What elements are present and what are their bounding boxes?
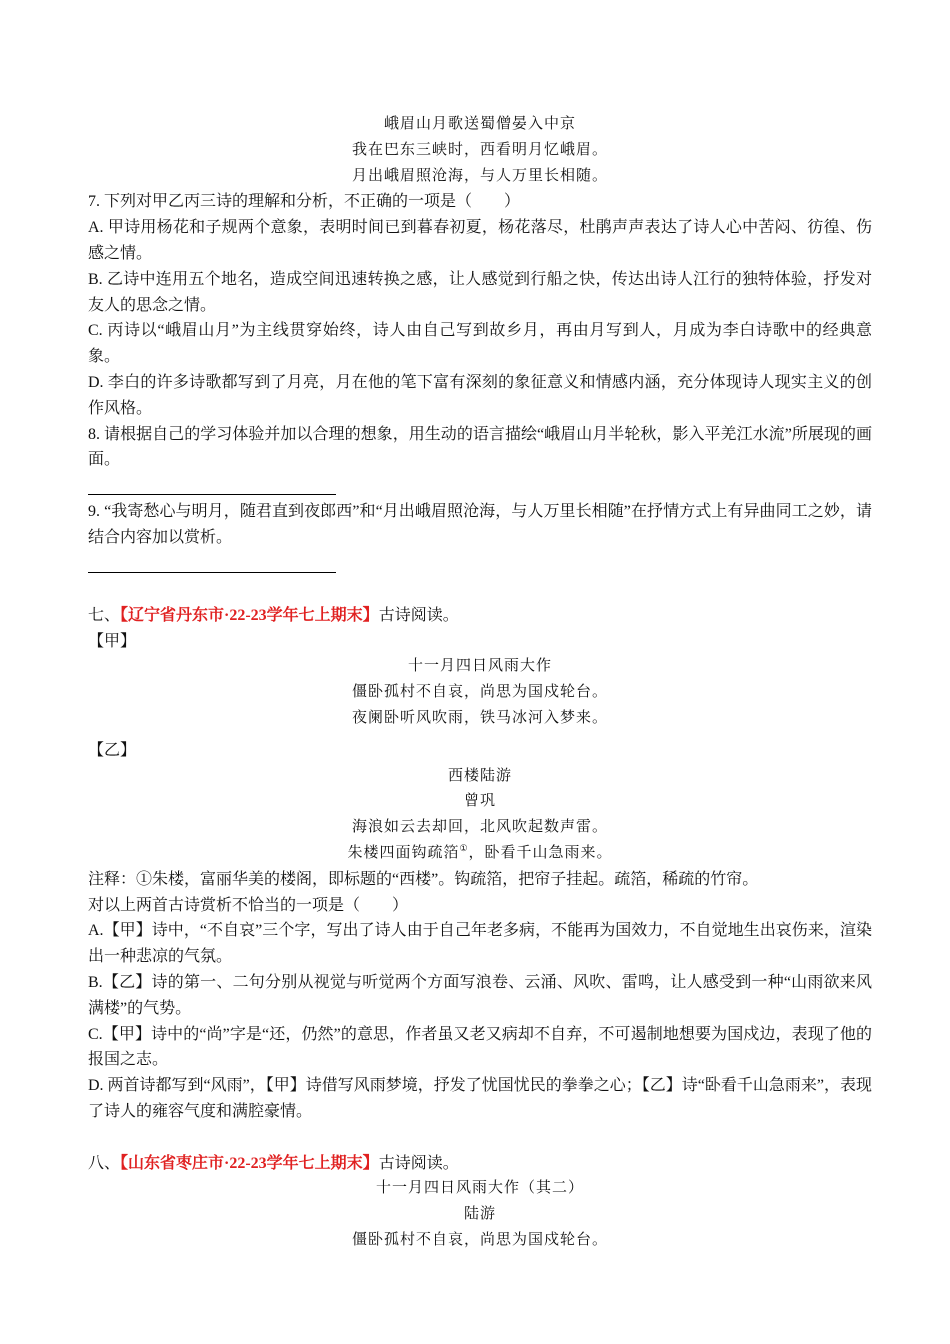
question-7-option-b: B. 乙诗中连用五个地名，造成空间迅速转换之感，让人感觉到行船之快，传达出诗人江行的独特体验，抒发对友人的思念之情。	[88, 270, 872, 314]
poem-line: 月出峨眉照沧海，与人万里长相随。	[351, 167, 608, 184]
section-number: 八、	[88, 1154, 121, 1172]
poem-line: 朱楼四面钩疏箔①，卧看千山急雨来。	[347, 842, 613, 861]
section-7-heading	[88, 603, 872, 629]
poem-line: 夜阑卧听风吹雨，铁马冰河入梦来。	[351, 709, 608, 726]
poem-title: 峨眉山月歌送蜀僧晏入中京	[383, 116, 576, 132]
source-tag: 【辽宁省丹东市·22-23学年七上期末】	[120, 606, 379, 624]
question-7-option-d: D. 李白的许多诗歌都写到了月亮，月在他的笔下富有深刻的象征意义和情感内涵，充分体现诗人现实主义的创作风格。	[88, 373, 872, 417]
source-tag: 【山东省枣庄市·22-23学年七上期末】	[120, 1154, 379, 1172]
poem-line: 僵卧孤村不自哀，尚思为国戍轮台。	[351, 1232, 608, 1249]
section-instruction: 古诗阅读。	[378, 1154, 459, 1172]
section-number: 七、	[88, 606, 121, 624]
answer-line	[88, 494, 336, 495]
poem-author: 陆游	[463, 1206, 496, 1223]
question-7-stem: 7. 下列对甲乙丙三诗的理解和分析，不正确的一项是（ ）	[88, 193, 521, 211]
answer-line	[88, 572, 336, 573]
option-a: A.【甲】诗中，“不自哀”三个字，写出了诗人由于自己年老多病，不能再为国效力，不自觉地生出哀伤来，渲染出一种悲凉的气氛。	[88, 922, 872, 966]
question-8: 8. 请根据自己的学习体验并加以合理的想象，用生动的语言描绘“峨眉山月半轮秋，影入平羌江水流”所展现的画面。	[88, 425, 872, 469]
poem-line: 海浪如云去却回，北风吹起数声雷。	[351, 819, 608, 836]
poem-line: 僵卧孤村不自哀，尚思为国戍轮台。	[351, 684, 608, 701]
document-page	[88, 112, 872, 1254]
question-7-option-c: C. 丙诗以“峨眉山月”为主线贯穿始终，诗人由自己写到故乡月，再由月写到人，月成为李白诗歌中的经典意象。	[88, 322, 872, 366]
section-instruction: 古诗阅读。	[378, 606, 459, 624]
question-stem: 对以上两首古诗赏析不恰当的一项是（ ）	[88, 896, 409, 914]
question-7-option-a: A. 甲诗用杨花和子规两个意象，表明时间已到暮春初夏，杨花落尽，杜鹃声声表达了诗人心中苦闷、彷徨、伤感之情。	[88, 219, 872, 262]
option-d: D. 两首诗都写到“风雨”，【甲】诗借写风雨梦境，抒发了忧国忧民的拳拳之心；【乙】诗“卧看千山急雨来”，表现了诗人的雍容气度和满腔豪情。	[88, 1077, 872, 1120]
annotation: 注释：①朱楼，富丽华美的楼阁，即标题的“西楼”。钩疏箔，把帘子挂起。疏箔，稀疏的竹帘。	[88, 870, 759, 888]
poem-title: 十一月四日风雨大作	[407, 658, 552, 675]
poem-title: 西楼陆游	[447, 767, 512, 784]
poem-title: 十一月四日风雨大作（其二）	[375, 1180, 584, 1197]
option-b: B.【乙】诗的第一、二句分别从视觉与听觉两个方面写浪卷、云涌、风吹、雷鸣，让人感受到一种“山雨欲来风满楼”的气势。	[88, 973, 872, 1017]
section-8-heading	[88, 1151, 872, 1177]
option-c: C.【甲】诗中的“尚”字是“还，仍然”的意思，作者虽又老又病却不自弃，不可遏制地想要为国戍边，表现了他的报国之志。	[88, 1025, 872, 1069]
poem-label-jia: 【甲】	[88, 632, 137, 650]
footnote-marker: ①	[459, 842, 469, 853]
poem-label-yi: 【乙】	[88, 741, 137, 759]
poem-line: 我在巴东三峡时，西看明月忆峨眉。	[351, 141, 608, 158]
question-9: 9. “我寄愁心与明月，随君直到夜郎西”和“月出峨眉照沧海，与人万里长相随”在抒情方式上有异曲同工之妙，请结合内容加以赏析。	[88, 503, 872, 546]
poem-author: 曾巩	[463, 793, 496, 810]
